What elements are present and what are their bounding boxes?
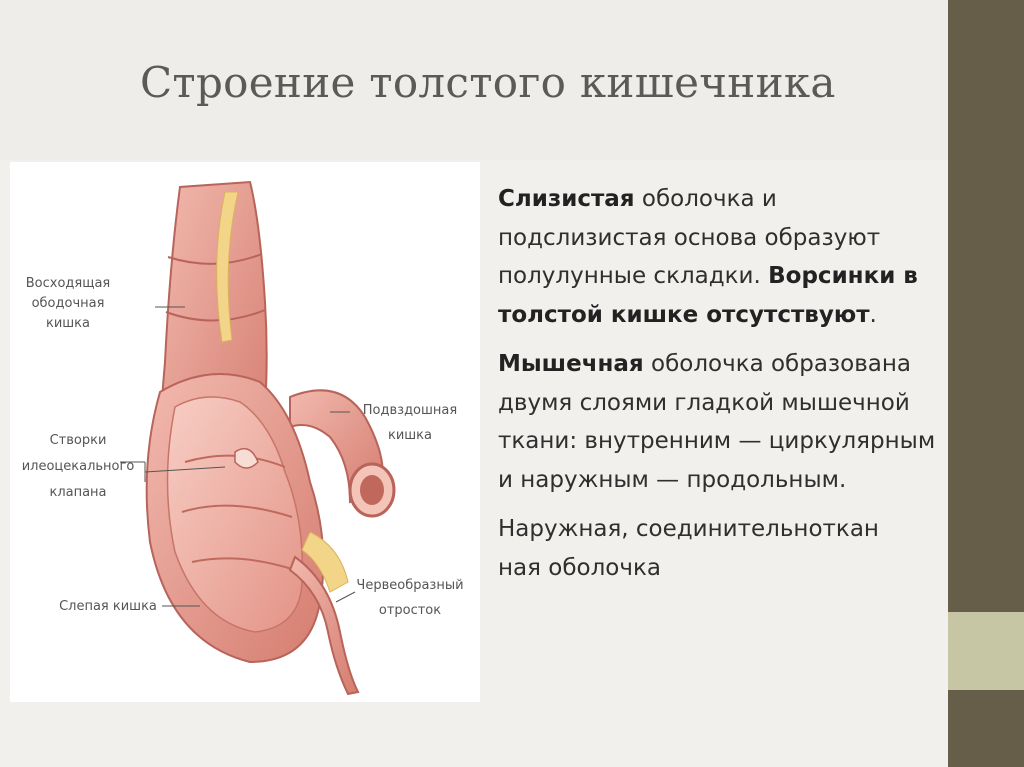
label-appendix: Червеобразный — [356, 578, 464, 593]
svg-text:ободочная: ободочная — [31, 296, 105, 311]
content-text — [498, 180, 948, 598]
sidebar-accent-block — [948, 612, 1024, 690]
label-ileum: Подвздошная — [362, 403, 458, 418]
label-cecum: Слепая кишка — [59, 599, 157, 614]
svg-text:клапана: клапана — [49, 485, 107, 500]
large-intestine-illustration — [10, 162, 480, 702]
svg-text:илеоцекального: илеоцекального — [21, 459, 135, 474]
svg-text:кишка: кишка — [45, 316, 91, 331]
slide-title: Строение толстого кишечника — [140, 58, 836, 107]
label-ascending-colon: Восходящая — [25, 276, 111, 291]
label-ileocecal-valve: Створки — [49, 433, 107, 448]
svg-text:отросток: отросток — [378, 603, 442, 618]
paragraph-serosa: Наружная, соединительноткан ная оболочка — [498, 516, 879, 581]
paragraph-muscular: Мышечная оболочка образована двумя слоями гладкой мышечной ткани: внутренним — циркулярным и наружным — продольным. — [498, 351, 936, 493]
intestine-diagram — [10, 162, 480, 702]
svg-text:кишка: кишка — [387, 428, 433, 443]
paragraph-mucosa: Слизистая оболочка и подслизистая основа образуют полулунные складки. Ворсинки в толстой кишке отсутствуют. — [498, 186, 918, 328]
